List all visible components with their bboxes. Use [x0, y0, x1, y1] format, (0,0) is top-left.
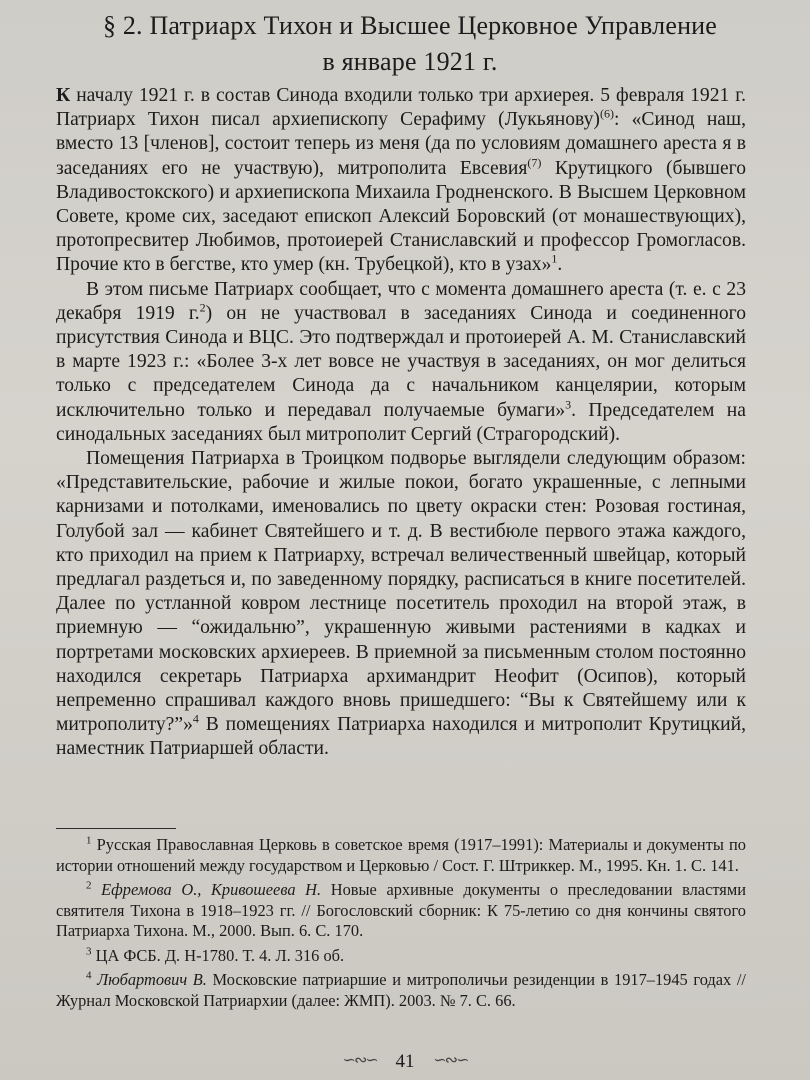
footnote-ref-4: 4 — [192, 711, 199, 726]
page-folio — [0, 1050, 810, 1073]
footnote-number: 2 — [86, 879, 92, 892]
footnotes — [56, 828, 746, 1015]
left-ornament-icon: ∽∾∽ — [342, 1052, 377, 1069]
section-heading — [60, 8, 760, 80]
footnote-number: 4 — [86, 969, 92, 982]
paragraph-1-part-2: : «Синод наш, вместо 13 [членов], состоит теперь из меня (да по условиям домашнего ареста я в заседаниях его не участвую), митрополита Евсевия — [56, 109, 746, 179]
page-number: 41 — [395, 1051, 415, 1072]
footnote-number: 1 — [86, 834, 92, 847]
paragraph-1-part-1: началу 1921 г. в состав Синода входили только три архиерея. 5 февраля 1921 г. Патриарх Тихон писал архиепископу Серафиму (Лукьянову) — [56, 85, 746, 131]
footnote-author: Любартович В. — [97, 970, 207, 989]
footnote-4 — [56, 970, 746, 1011]
note-ref-7: (7) — [527, 155, 542, 170]
right-ornament-icon: ∽∾∽ — [433, 1052, 468, 1069]
footnote-2 — [56, 880, 746, 942]
paragraph-3-part-1: Помещения Патриарха в Троицком подворье выглядели следующим образом: «Представительские, рабочие и жилые покои, богато украшенные, с лепными карнизами и потолками, именовались по цвету окраски стен: Розовая гостиная, Голубой зал — кабинет Святейшего и т. д. В вестибюле первого этажа каждого, кто приходил на прием к Патриарху, встречал величественный швейцар, который предлагал раздеться и, по заведенному порядку, расписаться в книге посетителей. Далее по устланной ковром лестнице посетитель проходил на второй этаж, в приемную — “ожидальню”, украшенную живыми растениями в кадках и портретами московских архиереев. В приемной за письменным столом постоянно находился секретарь Патриарха архимандрит Неофит (Осипов), который непременно спрашивал каждого вновь пришедшего: “Вы к Святейшему или к митрополиту?”» — [56, 448, 746, 736]
footnote-number: 3 — [86, 945, 92, 958]
paragraph-3-part-2: В помещениях Патриарха находился и митрополит Крутицкий, наместник Патриаршей области. — [56, 714, 746, 760]
footnote-ref-2: 2 — [199, 300, 206, 315]
note-ref-6: (6) — [599, 106, 614, 121]
footnote-text: ЦА ФСБ. Д. Н-1780. Т. 4. Л. 316 об. — [95, 945, 345, 965]
footnote-ref-3: 3 — [565, 397, 572, 412]
footnote-ref-1: 1 — [551, 251, 558, 266]
footnote-author: Ефремова О., Кривошеева Н. — [101, 880, 322, 899]
footnote-text: Новые архивные документы о преследовании властями святителя Тихона в 1918–1923 гг. // Богословский сборник: К 75-летию со дня кончины святого Патриарха Тихона. М., 2000. Вып. 6. С. 170. — [56, 880, 746, 940]
paragraph-1-part-4: . — [557, 254, 563, 276]
footnote-1 — [56, 835, 746, 876]
footnote-text: Русская Православная Церковь в советское время (1917–1991): Материалы и документы по истории отношений между государством и Церковью / Сост. Г. Штриккер. М., 1995. Кн. 1. С. 141. — [56, 835, 746, 875]
heading-line-2: в январе 1921 г. — [322, 47, 498, 76]
drop-cap: К — [56, 85, 71, 106]
heading-line-1: § 2. Патриарх Тихон и Высшее Церковное Управление — [102, 11, 718, 40]
paragraph-1 — [56, 84, 746, 278]
paragraph-1-part-3: Крутицкого (бывшего Владивостокского) и архиепископа Михаила Гродненского. В Высшем Церковном Совете, кроме сих, заседают епископ Алексий Боровский (от монашествующих), протопресвитер Любимов, протоиерей Станиславский и профессор Громогласов. Прочие кто в бегстве, кто умер (кн. Трубецкой), кто в узах» — [56, 157, 746, 276]
paragraph-2-part-2: ) он не участвовал в заседаниях Синода и соединенного присутствия Синода и ВЦС. Это подтверждал и протоиерей А. М. Станиславский в марте 1923 г.: «Более 3-х лет вовсе не участвуя в заседаниях, он мог делиться только с председателем Синода да с начальником канцелярии, которым исключительно только и передавал получаемые бумаги» — [56, 302, 746, 421]
paragraph-2-part-1: В этом письме Патриарх сообщает, что с момента домашнего ареста (т. е. с 23 декабря 1919 г. — [56, 278, 746, 324]
paragraph-2 — [56, 278, 746, 447]
main-text — [56, 84, 746, 762]
footnote-text: Московские патриаршие и митрополичьи резиденции в 1917–1945 годах // Журнал Московской Патриархии (далее: ЖМП). 2003. № 7. С. 66. — [56, 970, 746, 1010]
footnote-3 — [56, 946, 746, 967]
paragraph-2-part-3: . Председателем на синодальных заседаниях был митрополит Сергий (Страгородский). — [56, 399, 746, 445]
paragraph-3 — [56, 447, 746, 762]
footnote-rule — [56, 828, 176, 829]
